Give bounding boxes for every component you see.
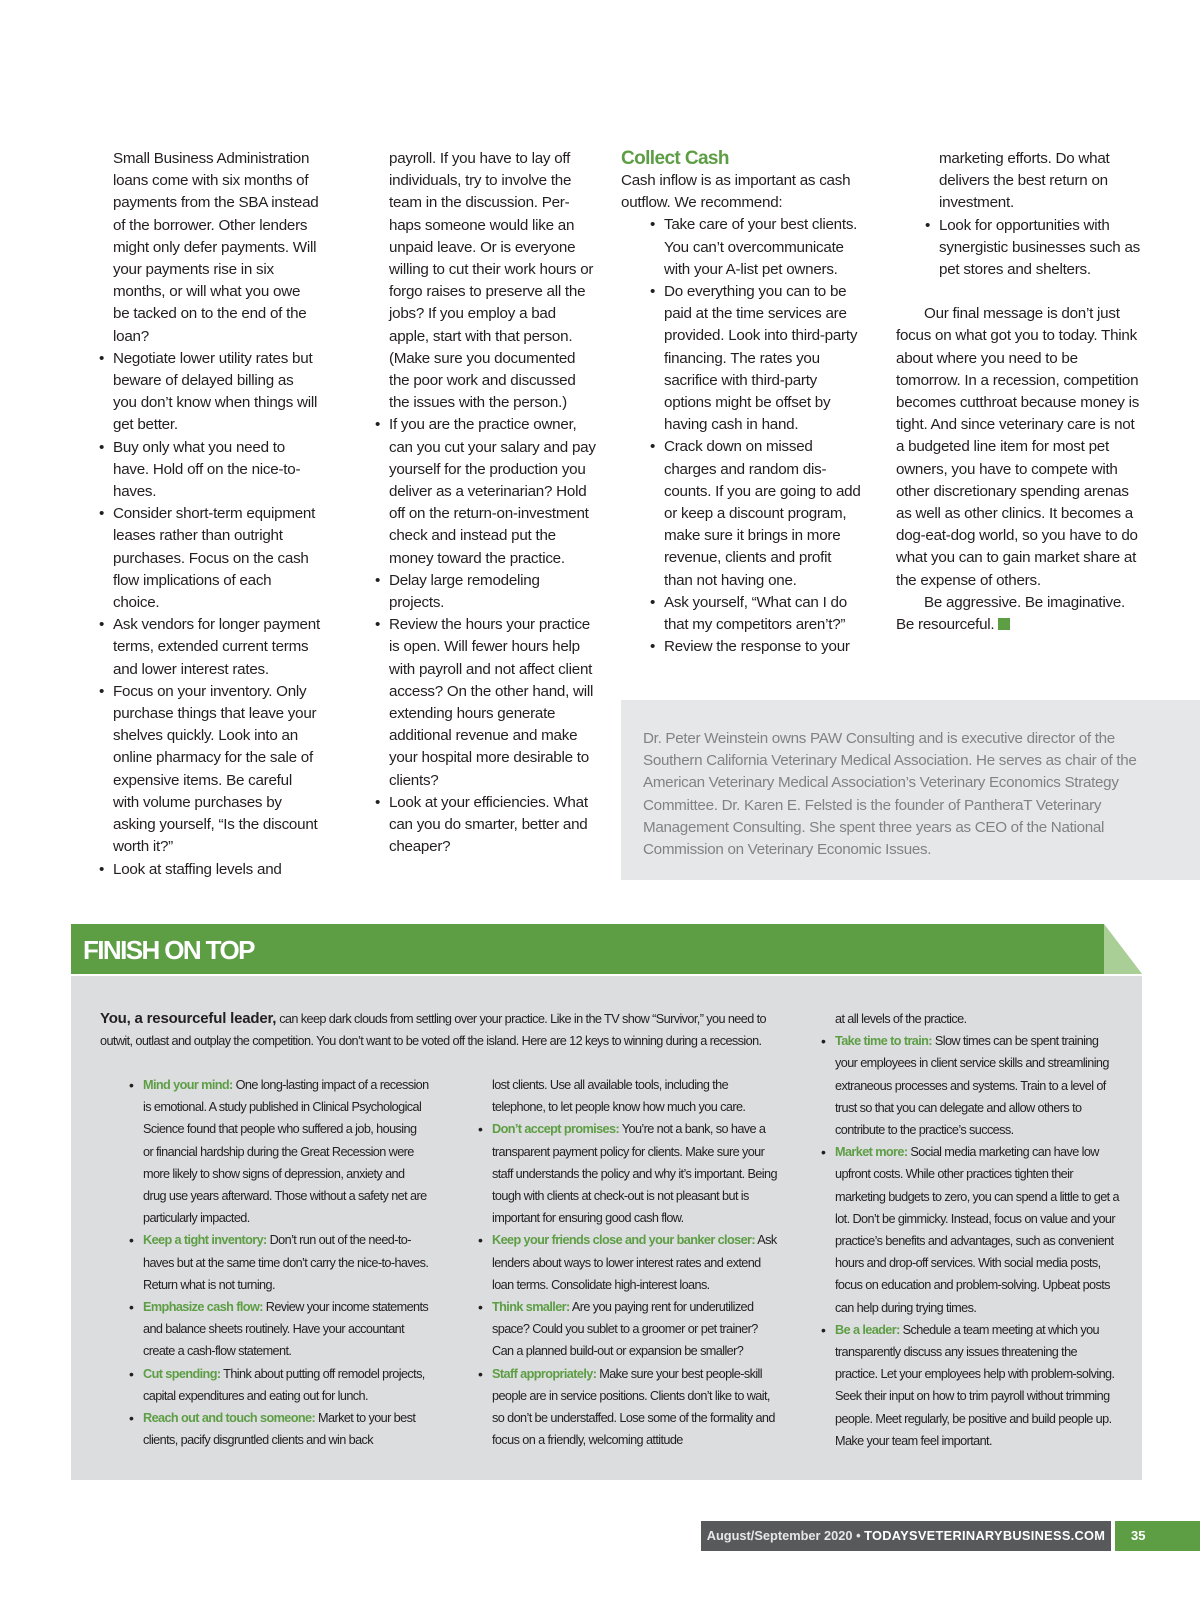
- list-item: • Look at your efficiencies. What can you do smarter, better and cheaper?: [374, 792, 596, 859]
- sidebar-intro: [100, 1008, 790, 1052]
- article-column-2: [374, 148, 596, 859]
- list-item: • If you are the practice owner, can you cut your salary and pay yourself for the production you deliver as a veterinarian? Hold off on the return-on-investment check and instead put the money toward the practice.: [374, 414, 596, 569]
- key-item: [478, 1296, 778, 1363]
- key-lead: Be a leader:: [835, 1322, 900, 1337]
- sidebar-column-1: [129, 1074, 429, 1451]
- key-item: [129, 1229, 429, 1296]
- article-column-3: [621, 148, 861, 658]
- list-item: • Focus on your inventory. Only purchase things that leave your shelves quickly. Look into an online pharmacy for the sale of expensive items. Be careful with volume purchases by asking yourself, “Is the discount worth it?”: [98, 681, 320, 859]
- key-item: [821, 1141, 1121, 1319]
- list-item: • Look for opportunities with synergistic businesses such as pet stores and shelters.: [924, 215, 1142, 282]
- key-item: [821, 1030, 1121, 1141]
- website-link[interactable]: TODAYSVETERINARYBUSINESS.COM: [864, 1528, 1106, 1543]
- key-lead: Emphasize cash flow:: [143, 1300, 263, 1315]
- sidebar-box: [71, 976, 1142, 1480]
- key-text: Market to your best clients, pacify disgruntled clients and win back: [143, 1411, 416, 1448]
- key-text: Slow times can be spent training your employees in client service skills and streamlining extraneous processes and systems. Train to a level of trust so that you can delegate and allow others to contribute to the practice’s success.: [835, 1034, 1109, 1138]
- list-item: • Negotiate lower utility rates but beware of delayed billing as you don’t know when things will get better.: [98, 348, 320, 437]
- sidebar-column-3: [821, 1008, 1121, 1452]
- list-item: • Do everything you can to be paid at the time services are provided. Look into third-party financing. The rates you sacrifice with third-party options might be offset by having cash in hand.: [649, 281, 861, 436]
- bullet-list: [374, 414, 596, 858]
- page-footer: [701, 1521, 1111, 1551]
- key-lead: Think smaller:: [492, 1300, 570, 1315]
- key-text: Review your income statements and balance sheets routinely. Have your accountant create a cash-flow statement.: [143, 1300, 429, 1359]
- bullet-list: [98, 348, 320, 881]
- key-item: [478, 1229, 778, 1296]
- key-item: [129, 1407, 429, 1451]
- body-paragraph: Our final message is don’t just focus on what got you to today. Think about where you need to be tomorrow. In a recession, competition becomes cutthroat because money is tight. And since veterinary care is not a budgeted line item for most pet owners, you have to compete with other discretionary spending arenas as well as other clinics. It becomes a dog-eat-dog world, so you have to do what you can to gain market share at the expense of others.: [896, 305, 1140, 589]
- key-text: Social media marketing can have low upfront costs. While other practices tighten their marketing budgets to zero, you can spend a little to get a lot. Don’t be gimmicky. Instead, focus on value and your practice’s benefits and advantages, such as convenient hours and drop-off services. With social media posts, focus on education and problem-solving. Upbeat posts can help during trying times.: [835, 1145, 1119, 1315]
- key-text: Don’t run out of the need-to-haves but at the same time don’t carry the nice-to-haves. Return what is not turning.: [143, 1233, 429, 1292]
- key-lead: Cut spending:: [143, 1366, 221, 1381]
- bullet-list: [896, 215, 1142, 282]
- page-corner-fold-icon: [1104, 924, 1142, 974]
- key-item: [478, 1363, 778, 1452]
- list-item: • Crack down on missed charges and random discounts. If you are going to add or keep a discount program, make sure it brings in more revenue, clients and profit than not having one.: [649, 436, 861, 591]
- intro-text: can keep dark clouds from settling over your practice. Like in the TV show “Survivor,” you need to outwit, outlast and outplay the competition. You don’t want to be voted off the island. Here are 12 keys to winning during a recession.: [100, 1012, 766, 1049]
- footer-separator: •: [852, 1528, 865, 1543]
- section-heading: Collect Cash: [621, 148, 729, 169]
- body-paragraph: Small Business Administration loans come with six months of payments from the SBA instead of the borrower. Other lenders might only defer payments. Will your payments rise in six months, or will what you owe be tacked on to the end of the loan?: [113, 150, 319, 345]
- key-lead: Market more:: [835, 1145, 908, 1160]
- closing-text: Be aggressive. Be imaginative. Be resourceful.: [896, 593, 1126, 634]
- list-item: • Delay large remodeling projects.: [374, 570, 596, 614]
- sidebar-header: [71, 924, 1142, 974]
- key-continuation: at all levels of the practice.: [835, 1012, 967, 1026]
- list-item: • Ask yourself, “What can I do that my competitors aren’t?”: [649, 592, 861, 636]
- end-mark-icon: [998, 618, 1010, 630]
- page-number-box: [1115, 1521, 1200, 1551]
- author-bio: Dr. Peter Weinstein owns PAW Consulting and is executive director of the Southern California Veterinary Medical Association. He serves as chair of the American Veterinary Medical Association’s Veterinary Economics Strategy Committee. Dr. Karen E. Felsted is the founder of PantheraT Veterinary Management Consulting. She spent three years as CEO of the National Commission on Veterinary Economic Issues.: [643, 730, 1137, 859]
- key-text: Schedule a team meeting at which you transparently discuss any issues threatening the practice. Let your employees help with problem-solving. Seek their input on how to trim payroll without trimming people. Meet regularly, be positive and build people up. Make your team feel important.: [835, 1322, 1115, 1448]
- key-item: [129, 1363, 429, 1407]
- key-item: [821, 1319, 1121, 1452]
- list-item: • Look at staffing levels and: [98, 859, 320, 881]
- page-number: 35: [1131, 1528, 1146, 1543]
- body-paragraph: payroll. If you have to lay off individuals, try to involve the team in the discussion. Perhaps someone would like an unpaid leave. Or is everyone willing to cut their work hours or forgo raises to preserve all the jobs? If you employ a bad apple, start with that person. (Make sure you documented the poor work and discussed the issues with the person.): [389, 150, 594, 412]
- key-lead: Staff appropriately:: [492, 1366, 597, 1381]
- article-column-4: [896, 148, 1142, 636]
- body-paragraph: marketing efforts. Do what delivers the best return on investment.: [939, 150, 1110, 212]
- intro-lead: You, a resourceful leader,: [100, 1010, 277, 1027]
- key-text: Ask lenders about ways to lower interest rates and extend loan terms. Consolidate high-interest loans.: [492, 1233, 777, 1292]
- key-list: [821, 1030, 1121, 1452]
- issue-date: August/September 2020: [706, 1528, 853, 1543]
- key-lead: Keep your friends close and your banker closer:: [492, 1233, 755, 1248]
- key-continuation: lost clients. Use all available tools, including the telephone, to let people know how much you care.: [492, 1078, 746, 1115]
- list-item: • Review the hours your practice is open. Will fewer hours help with payroll and not affect client access? On the other hand, will extending hours generate additional revenue and make your hospital more desirable to clients?: [374, 614, 596, 792]
- key-text: Make sure your best people-skill people are in service positions. Clients don’t like to wait, so don’t be understaffed. Lose some of the formality and focus on a friendly, welcoming attitude: [492, 1366, 775, 1448]
- closing-paragraph: [896, 592, 1142, 636]
- key-item: [129, 1074, 429, 1229]
- key-text: Think about putting off remodel projects, capital expenditures and eating out for lunch.: [143, 1366, 425, 1403]
- list-item: • Take care of your best clients. You can’t overcommunicate with your A-list pet owners.: [649, 214, 861, 281]
- key-item: [478, 1118, 778, 1229]
- key-text: You’re not a bank, so have a transparent payment policy for clients. Make sure your staff understands the policy and why it’s important. Being tough with clients at check-out is not pleasant but is important for ensuring good cash flow.: [492, 1122, 777, 1226]
- bullet-list: [621, 214, 861, 658]
- list-item: • Buy only what you need to have. Hold off on the nice-to-haves.: [98, 437, 320, 504]
- list-item: • Review the response to your: [649, 636, 861, 658]
- author-bio-box: [621, 700, 1200, 880]
- key-list: [478, 1118, 778, 1451]
- key-lead: Don’t accept promises:: [492, 1122, 620, 1137]
- sidebar-column-2: [478, 1074, 778, 1451]
- key-lead: Take time to train:: [835, 1034, 932, 1049]
- key-lead: Reach out and touch someone:: [143, 1411, 316, 1426]
- list-item: • Consider short-term equipment leases rather than outright purchases. Focus on the cash flow implications of each choice.: [98, 503, 320, 614]
- key-lead: Mind your mind:: [143, 1078, 233, 1092]
- key-text: One long-lasting impact of a recession is emotional. A study published in Clinical Psychological Science found that people who suffered a job, housing or financial hardship during the Great Recession were more likely to show signs of depression, anxiety and drug use years afterward. Those without a safety net are particularly impacted.: [143, 1078, 429, 1226]
- article-column-1: [98, 148, 320, 881]
- body-paragraph: Cash inflow is as important as cash outflow. We recommend:: [621, 172, 851, 212]
- key-text: Are you paying rent for underutilized space? Could you sublet to a groomer or pet trainer? Can a planned build-out or expansion be smaller?: [492, 1300, 758, 1359]
- list-item: • Ask vendors for longer payment terms, extended current terms and lower interest rates.: [98, 614, 320, 681]
- key-lead: Keep a tight inventory:: [143, 1233, 267, 1248]
- sidebar-title: FINISH ON TOP: [83, 935, 254, 965]
- key-list: [129, 1074, 429, 1451]
- key-item: [129, 1296, 429, 1363]
